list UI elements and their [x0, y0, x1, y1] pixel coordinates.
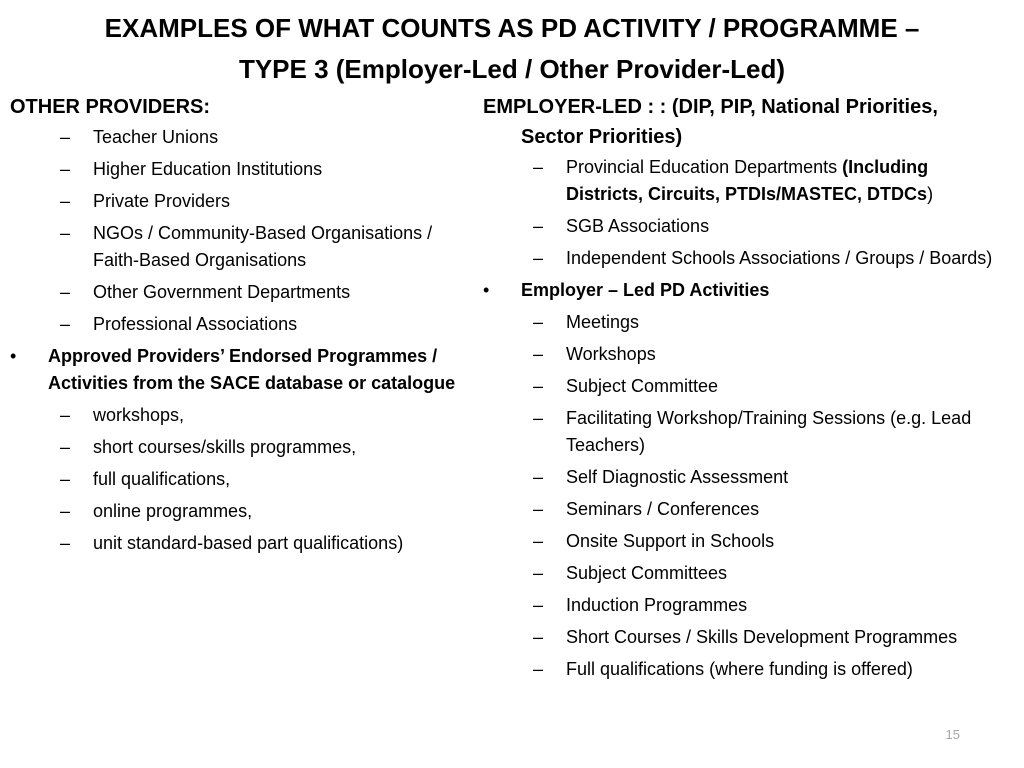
list-item-text: Onsite Support in Schools [566, 531, 775, 551]
dash-icon: – [60, 282, 71, 302]
list-item [483, 405, 993, 459]
list-item [10, 311, 476, 338]
dash-icon: – [533, 563, 544, 583]
dash-icon: – [60, 533, 71, 553]
list-item [483, 213, 993, 240]
bullet-icon: • [483, 280, 490, 300]
slide-number: 15 [945, 727, 960, 742]
list-item-text: Other Government Departments [93, 282, 351, 302]
list-item-text: Seminars / Conferences [566, 499, 760, 519]
approved-providers-bullet [10, 343, 476, 397]
dash-icon: – [60, 314, 71, 334]
list-item [483, 373, 993, 400]
list-item [483, 560, 993, 587]
dash-icon: – [60, 469, 71, 489]
dash-icon: – [60, 191, 71, 211]
list-item-text: Private Providers [93, 191, 231, 211]
dash-icon: – [60, 501, 71, 521]
list-item [10, 498, 476, 525]
dash-icon: – [60, 223, 71, 243]
bullet-text: Approved Providers’ Endorsed Programmes / Activities from the SACE database or catalogue [48, 346, 456, 393]
list-item-text: Subject Committee [566, 376, 719, 396]
dash-icon: – [533, 376, 544, 396]
list-item [483, 528, 993, 555]
list-item [10, 156, 476, 183]
employer-activities-bullet [483, 277, 993, 304]
list-item [483, 464, 993, 491]
list-item-bold-text: (Including Districts, Circuits, PTDIs/MASTEC, DTDCs [566, 157, 929, 204]
list-item [483, 624, 993, 651]
list-item-text: Facilitating Workshop/Training Sessions (e.g. Lead Teachers) [566, 408, 972, 455]
list-item-text: unit standard-based part qualifications) [93, 533, 404, 553]
list-item-text: full qualifications, [93, 469, 231, 489]
dash-icon: – [60, 437, 71, 457]
list-item-text: Induction Programmes [566, 595, 748, 615]
list-item [10, 124, 476, 151]
list-item-suffix: ) [927, 184, 934, 204]
list-item-text: Provincial Education Departments [566, 157, 843, 177]
activities-list [483, 309, 993, 683]
list-item [483, 245, 993, 272]
list-item-text: online programmes, [93, 501, 253, 521]
list-item-text: Subject Committees [566, 563, 728, 583]
list-item [483, 154, 993, 208]
bullet-icon: • [10, 346, 17, 366]
list-item [10, 220, 476, 274]
dash-icon: – [533, 627, 544, 647]
programmes-list [10, 402, 476, 557]
list-item [10, 279, 476, 306]
employer-led-heading: EMPLOYER-LED : : (DIP, PIP, National Priorities, Sector Priorities) [483, 96, 938, 148]
list-item-text: Higher Education Institutions [93, 159, 323, 179]
dash-icon: – [533, 499, 544, 519]
list-item-text: Independent Schools Associations / Groups / Boards) [566, 248, 993, 268]
dash-icon: – [533, 248, 544, 268]
list-item [483, 341, 993, 368]
dash-icon: – [533, 467, 544, 487]
list-item [10, 466, 476, 493]
list-item-text: Professional Associations [93, 314, 298, 334]
dash-icon: – [533, 408, 544, 428]
list-item-text: NGOs / Community-Based Organisations / Faith-Based Organisations [93, 223, 433, 270]
other-providers-heading: OTHER PROVIDERS: [10, 96, 211, 118]
list-item-text: Workshops [566, 344, 656, 364]
slide-title [40, 8, 984, 90]
dash-icon: – [60, 159, 71, 179]
list-item-text: Short Courses / Skills Development Programmes [566, 627, 958, 647]
list-item-text: Full qualifications (where funding is offered) [566, 659, 913, 679]
list-item [10, 530, 476, 557]
dash-icon: – [533, 531, 544, 551]
employer-led-column [483, 92, 993, 688]
dash-icon: – [533, 344, 544, 364]
title-line-2: TYPE 3 (Employer-Led / Other Provider-Led) [238, 54, 786, 84]
list-item-text: Meetings [566, 312, 640, 332]
list-item-text: SGB Associations [566, 216, 710, 236]
list-item [10, 188, 476, 215]
dash-icon: – [60, 127, 71, 147]
providers-list [10, 124, 476, 338]
title-line-1: EXAMPLES OF WHAT COUNTS AS PD ACTIVITY / PROGRAMME – [104, 13, 920, 43]
list-item-text: workshops, [93, 405, 185, 425]
other-providers-column [10, 92, 476, 562]
employers-list [483, 154, 993, 272]
list-item [483, 309, 993, 336]
list-item-text: Self Diagnostic Assessment [566, 467, 789, 487]
dash-icon: – [60, 405, 71, 425]
list-item [483, 656, 993, 683]
list-item-text: short courses/skills programmes, [93, 437, 357, 457]
list-item [483, 592, 993, 619]
list-item [483, 496, 993, 523]
dash-icon: – [533, 157, 544, 177]
bullet-text: Employer – Led PD Activities [521, 280, 770, 300]
dash-icon: – [533, 312, 544, 332]
list-item [10, 434, 476, 461]
dash-icon: – [533, 216, 544, 236]
dash-icon: – [533, 595, 544, 615]
list-item [10, 402, 476, 429]
dash-icon: – [533, 659, 544, 679]
list-item-text: Teacher Unions [93, 127, 219, 147]
